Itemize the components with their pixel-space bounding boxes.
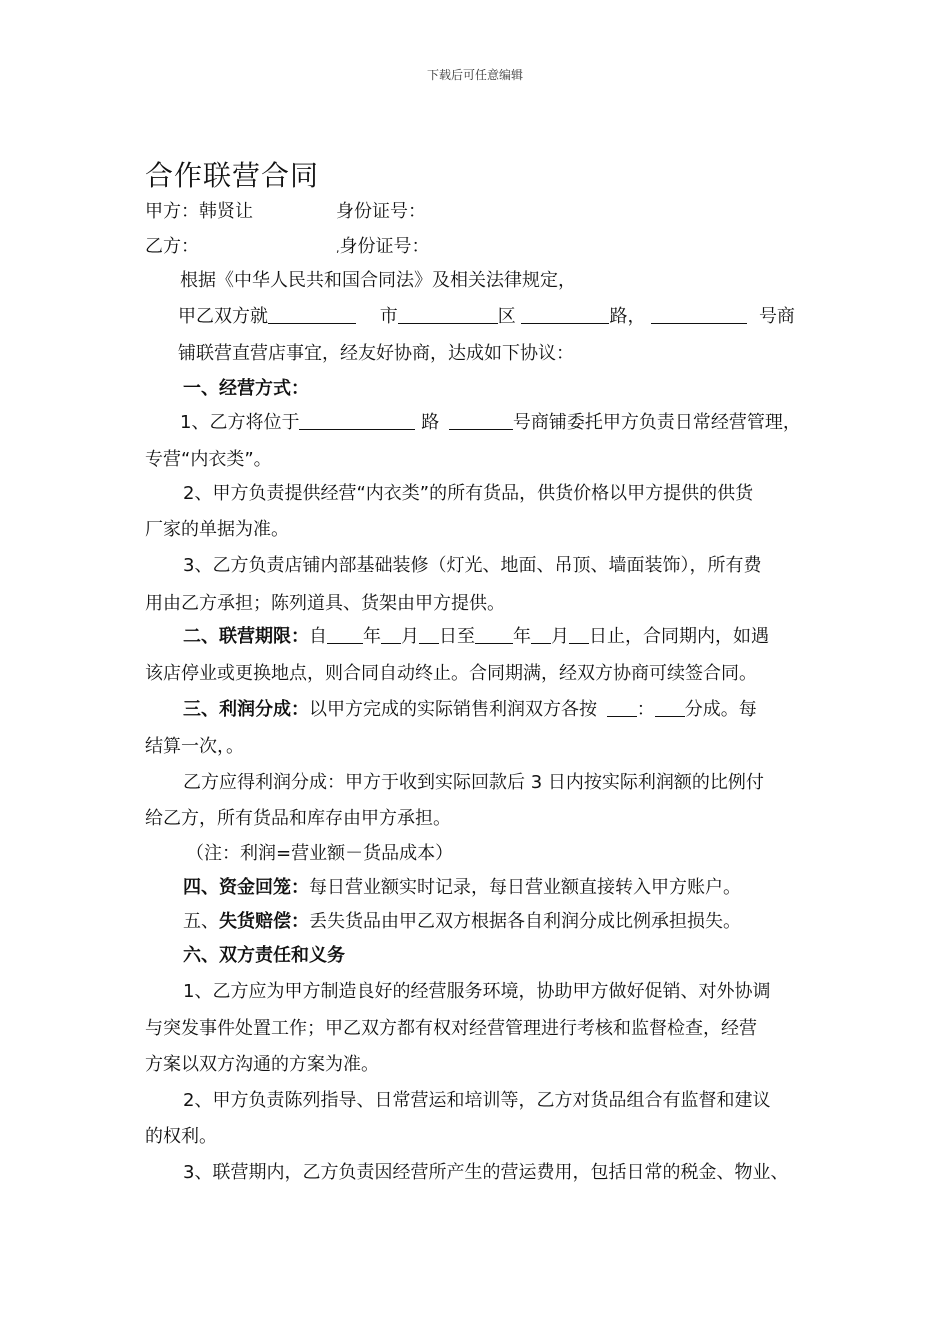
s1-p2-line-2: 厂家的单据为准。: [145, 519, 289, 540]
intro-l2-b: 市: [379, 306, 398, 327]
s2-text-g: 日止，合同期内，如遇: [589, 626, 769, 647]
blank-field: [419, 625, 439, 644]
blank-field: [607, 698, 637, 717]
s2-text-f: 月: [551, 626, 569, 647]
document-title: 合作联营合同: [145, 159, 320, 192]
s3-p2-line-2: 给乙方，所有货品和库存由甲方承担。: [145, 808, 451, 829]
section-2-line-1: [183, 625, 769, 649]
s1-p3-line-2: 用由乙方承担；陈列道具、货架由甲方提供。: [145, 593, 505, 614]
section-4-line: [183, 876, 741, 900]
s1-p1-line-2: 专营“内衣类”。: [145, 449, 272, 470]
s2-text-b: 年: [363, 626, 381, 647]
s6-p2-line-1: 2、甲方负责陈列指导、日常营运和培训等，乙方对货品组合有监督和建议: [183, 1090, 771, 1111]
s3-text-c: 分成。每: [684, 699, 757, 720]
section-3-line-2: 结算一次，。: [145, 736, 244, 757]
section-5-line: [183, 910, 741, 934]
s1-p1-a: 1、乙方将位于: [180, 412, 300, 433]
party-b-id: [336, 235, 430, 261]
page-header-note: 下载后可任意编辑: [426, 68, 523, 82]
s2-text-c: 月: [401, 626, 419, 647]
blank-field: [449, 411, 513, 430]
section-5-prefix: 五、: [183, 911, 219, 932]
s6-p1-line-3: 方案以双方沟通的方案为准。: [145, 1054, 379, 1075]
section-4-text: 每日营业额实时记录，每日营业额直接转入甲方账户。: [309, 877, 741, 898]
party-a-id: [336, 200, 426, 224]
party-b-label: 乙方：: [145, 236, 199, 257]
party-a-id-label: 身份证号：: [336, 201, 426, 222]
intro-line-2: [178, 305, 795, 329]
party-a-label: 甲方：韩贤让: [145, 201, 253, 222]
blank-field: [381, 625, 401, 644]
intro-l2-c: 区: [497, 306, 516, 327]
section-2-heading: 二、联营期限：: [183, 626, 309, 647]
section-6-heading: 六、双方责任和义务: [183, 945, 345, 966]
s6-p1-line-1: 1、乙方应为甲方制造良好的经营服务环境，协助甲方做好促销、对外协调: [183, 981, 771, 1002]
s2-text-a: 自: [309, 626, 327, 647]
s1-p3-line-1: 3、乙方负责店铺内部基础装修（灯光、地面、吊顶、墙面装饰），所有费: [183, 555, 762, 576]
section-1-heading: 一、经营方式：: [183, 378, 309, 399]
party-b-mark: ,: [336, 242, 340, 255]
section-4-heading: 四、资金回笼：: [183, 877, 309, 898]
s2-text-e: 年: [513, 626, 531, 647]
intro-line-3: 铺联营直营店事宜，经友好协商，达成如下协议：: [178, 343, 574, 364]
intro-line-1: 根据《中华人民共和国合同法》及相关法律规定，: [180, 270, 576, 291]
s6-p1-line-2: 与突发事件处置工作；甲乙双方都有权对经营管理进行考核和监督检查，经营: [145, 1018, 757, 1039]
blank-field: [655, 698, 685, 717]
s3-p2-line-1: 乙方应得利润分成：甲方于收到实际回款后 3 日内按实际利润额的比例付: [183, 772, 764, 793]
blank-field: [569, 625, 589, 644]
intro-l2-d: 路，: [609, 306, 646, 327]
s3-text-b: ：: [636, 699, 655, 720]
s6-p3-line-1: 3、联营期内，乙方负责因经营所产生的营运费用，包括日常的税金、物业、: [183, 1162, 789, 1183]
s1-p1-line-1: [180, 411, 801, 435]
party-a-line: [145, 200, 253, 224]
party-b-id-label: 身份证号：: [339, 236, 430, 257]
party-b-line: [145, 235, 199, 259]
section-3-heading: 三、利润分成：: [183, 699, 309, 720]
s1-p2-line-1: 2、甲方负责提供经营“内衣类”的所有货品，供货价格以甲方提供的供货: [183, 483, 754, 504]
blank-field: [475, 625, 513, 644]
section-3-line-1: [183, 698, 757, 722]
blank-field: [398, 305, 498, 324]
blank-field: [651, 305, 747, 324]
blank-field: [299, 411, 415, 430]
intro-l2-a: 甲乙双方就: [178, 306, 268, 327]
section-5-heading: 失货赔偿：: [219, 911, 309, 932]
section-5-text: 丢失货品由甲乙双方根据各自利润分成比例承担损失。: [309, 911, 741, 932]
s2-text-d: 日至: [439, 626, 475, 647]
s3-text-a: 以甲方完成的实际销售利润双方各按: [309, 699, 597, 720]
section-2-line-2: 该店停业或更换地点，则合同自动终止。合同期满，经双方协商可续签合同。: [145, 663, 757, 684]
s3-note: （注：利润=营业额－货品成本）: [186, 843, 454, 864]
s1-p1-b: 路: [421, 412, 440, 433]
s6-p2-line-2: 的权利。: [145, 1126, 217, 1147]
blank-field: [531, 625, 551, 644]
blank-field: [327, 625, 363, 644]
s1-p1-c: 号商铺委托甲方负责日常经营管理，: [512, 412, 801, 433]
blank-field: [268, 305, 356, 324]
blank-field: [521, 305, 609, 324]
intro-l2-e: 号商: [758, 306, 795, 327]
